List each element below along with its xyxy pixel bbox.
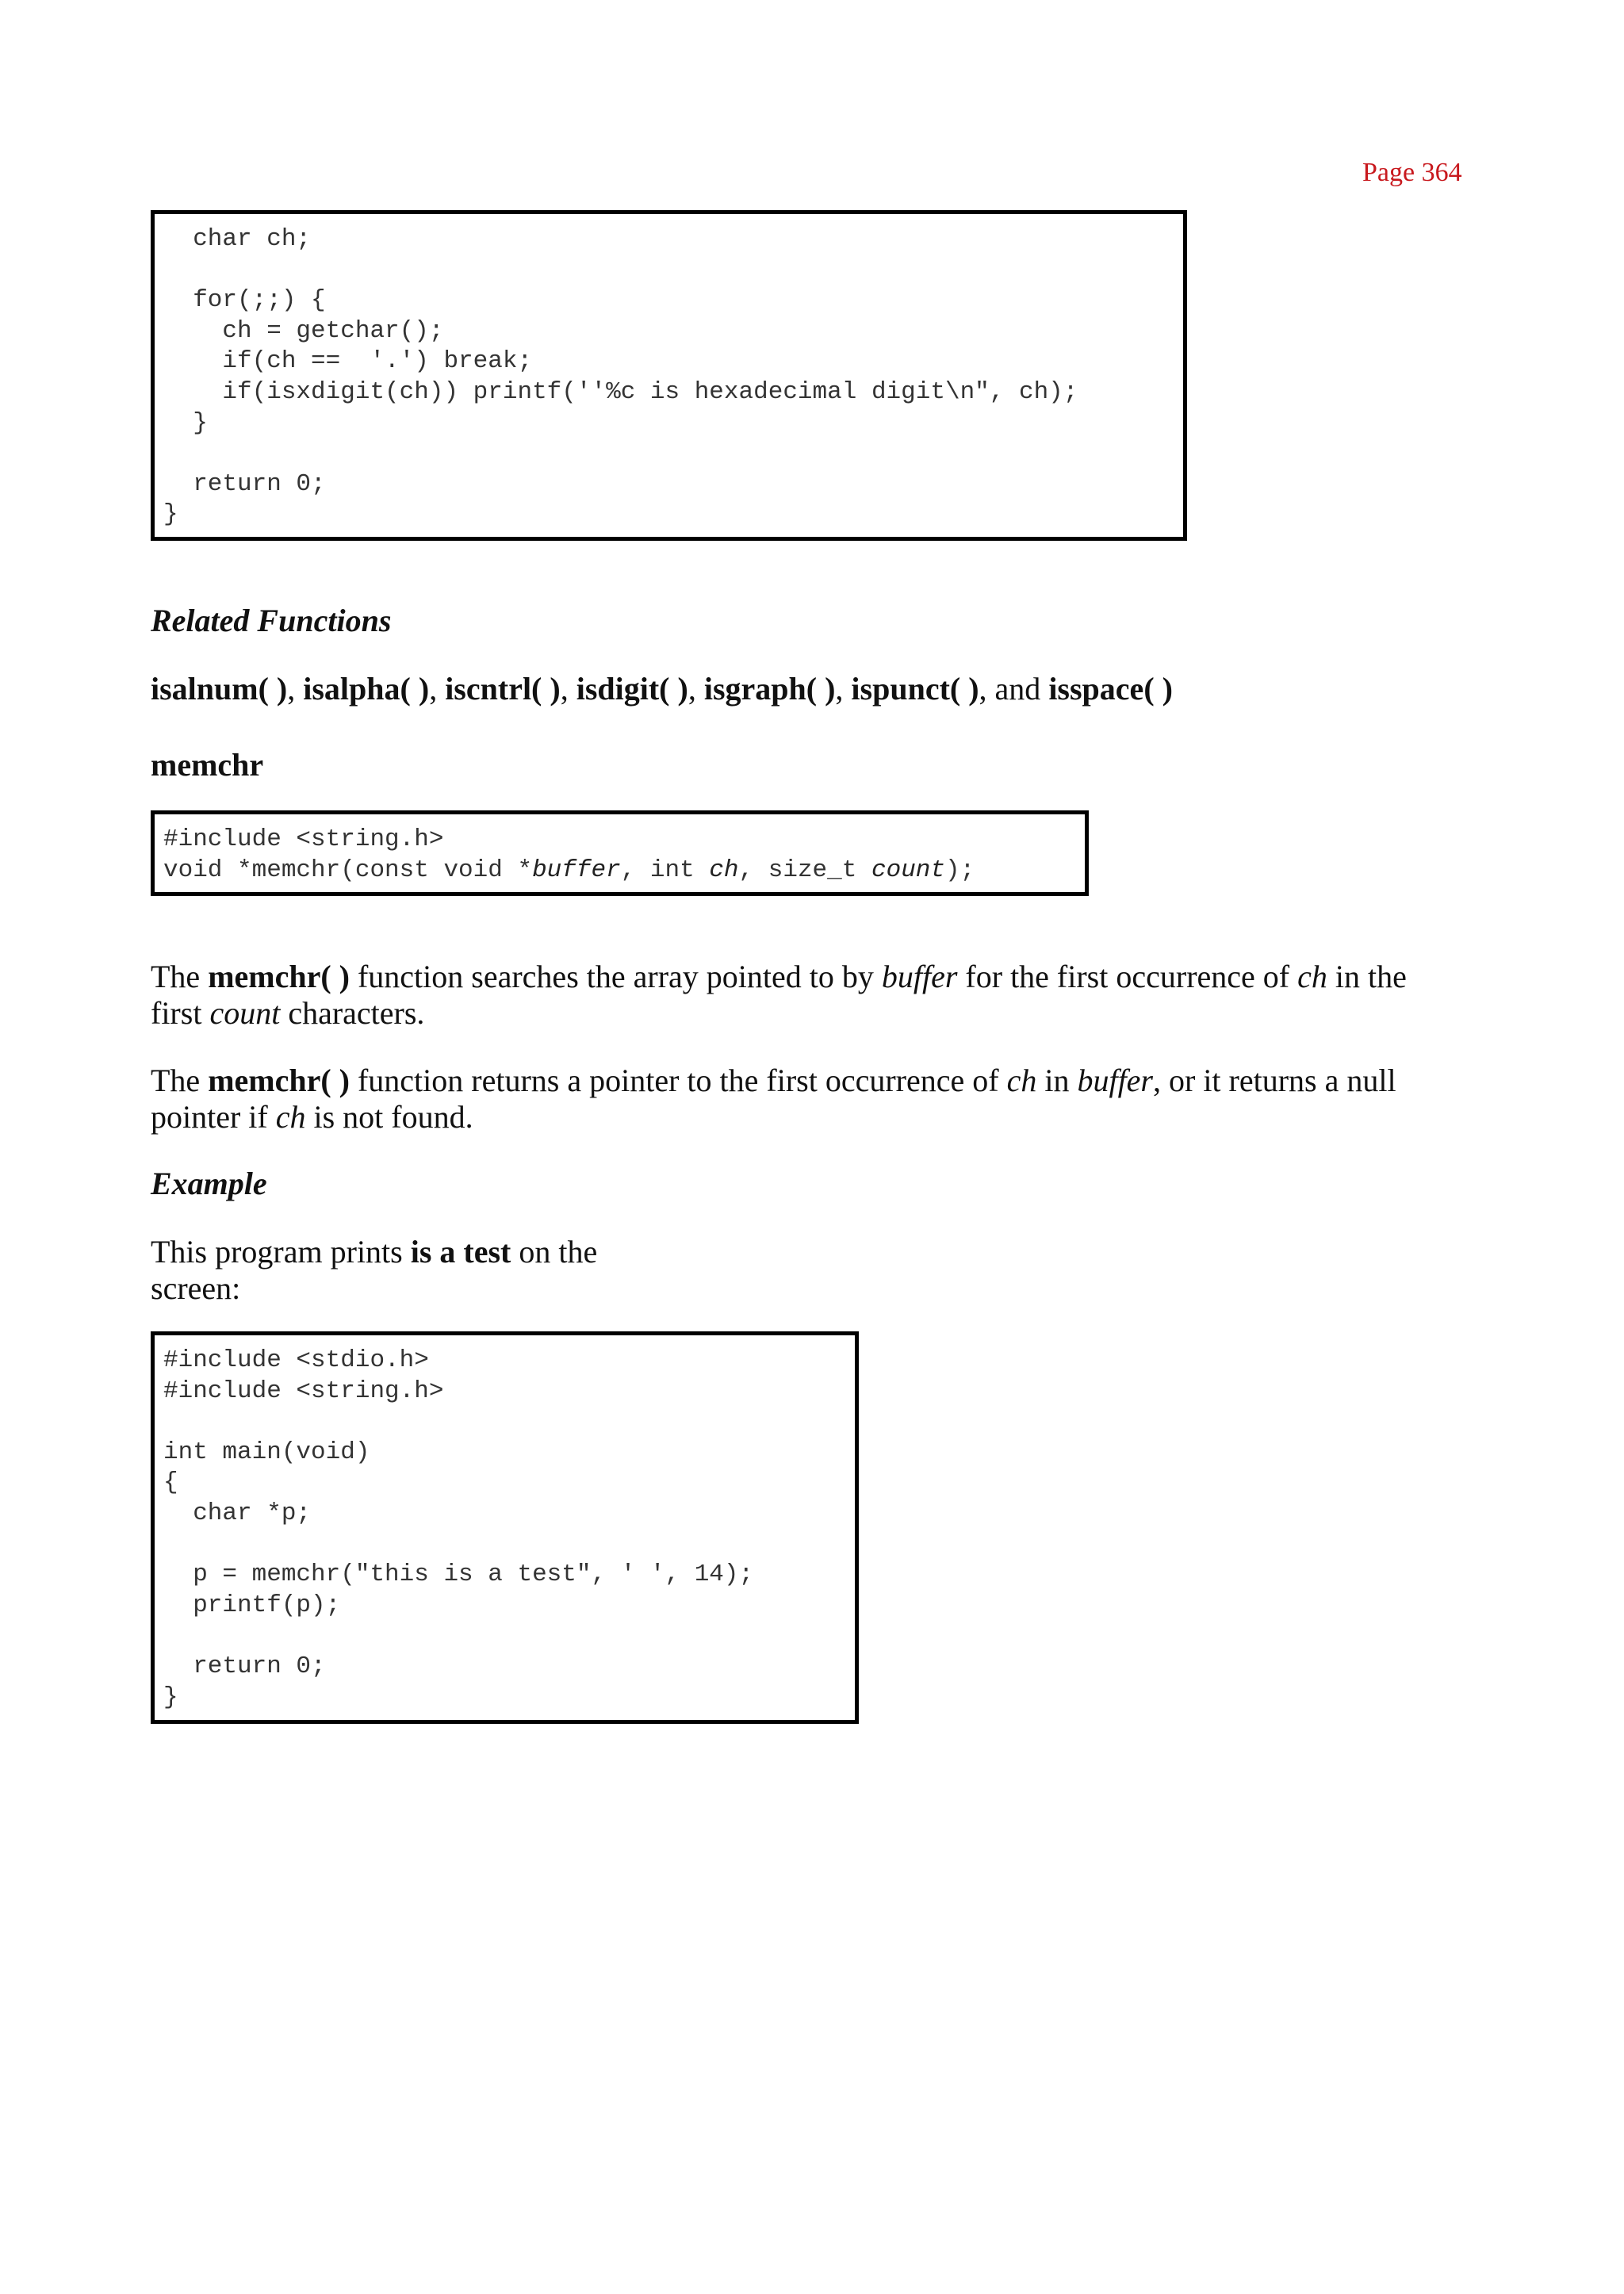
param-ref: buffer xyxy=(1077,1063,1153,1098)
related-function-name: iscntrl( ) xyxy=(445,671,561,707)
code-line: printf(p); xyxy=(163,1591,341,1619)
example-description xyxy=(151,1234,597,1307)
code-line: } xyxy=(163,1683,178,1711)
related-function-name: isalnum( ) xyxy=(151,671,288,707)
code-line: #include <string.h> xyxy=(163,1377,444,1405)
code-line: char ch; xyxy=(163,225,312,253)
related-function-name: isdigit( ) xyxy=(576,671,688,707)
param-ref: ch xyxy=(1006,1063,1037,1098)
code-block-continuation xyxy=(151,210,1187,541)
paragraph-line: first count characters. xyxy=(151,995,425,1031)
description-paragraph-1 xyxy=(151,959,1562,1032)
example-heading: Example xyxy=(151,1166,267,1201)
function-name: memchr( ) xyxy=(208,959,350,994)
code-line: #include <stdio.h> xyxy=(163,1346,429,1374)
example-code-block xyxy=(151,1331,859,1724)
prototype-prefix: void *memchr(const void * xyxy=(163,856,533,884)
output-text: is a test xyxy=(410,1234,511,1270)
param-ref: buffer xyxy=(881,959,958,994)
param-ref: ch xyxy=(1297,959,1327,994)
code-line: return 0; xyxy=(163,1652,326,1680)
code-line: p = memchr("this is a test", ' ', 14); xyxy=(163,1561,754,1589)
code-line: return 0; xyxy=(163,469,326,498)
param-ref: count xyxy=(209,995,281,1031)
param-buffer: buffer xyxy=(532,856,621,884)
param-count: count xyxy=(871,856,945,884)
paragraph-line: screen: xyxy=(151,1270,241,1306)
code-line: int main(void) xyxy=(163,1438,370,1466)
code-line: { xyxy=(163,1469,178,1497)
code-listing xyxy=(163,224,1078,530)
paragraph-line: The memchr( ) function returns a pointer to the first occurrence of ch in buffer, or it returns a null xyxy=(151,1063,1396,1098)
code-line: ch = getchar(); xyxy=(163,316,444,345)
related-function-name: ispunct( ) xyxy=(851,671,979,707)
paragraph-line: The memchr( ) function searches the array pointed to by buffer for the first occurrence of ch in the xyxy=(151,959,1407,994)
code-line: char *p; xyxy=(163,1499,312,1527)
related-functions-heading: Related Functions xyxy=(151,603,392,638)
prototype-include: #include <string.h> xyxy=(163,825,444,853)
code-line: if(ch == '.') break; xyxy=(163,347,533,376)
paragraph-line: pointer if ch is not found. xyxy=(151,1099,473,1135)
function-name: memchr( ) xyxy=(208,1063,350,1098)
prototype-sep: , int xyxy=(620,856,710,884)
param-ref: ch xyxy=(275,1099,306,1135)
page-number: Page 364 xyxy=(1362,158,1462,187)
code-line: if(isxdigit(ch)) printf(''%c is hexadecimal digit\n", ch); xyxy=(163,377,1078,406)
code-line: for(;;) { xyxy=(163,286,326,315)
param-ch: ch xyxy=(709,856,739,884)
related-function-name: isspace( ) xyxy=(1048,671,1173,707)
prototype-sep: , size_t xyxy=(738,856,871,884)
code-listing xyxy=(163,1346,753,1713)
related-function-name: isalpha( ) xyxy=(303,671,430,707)
prototype-suffix: ); xyxy=(945,856,975,884)
prototype-code xyxy=(163,825,975,886)
prototype-box xyxy=(151,810,1089,896)
related-functions-list: isalnum( ), isalpha( ), iscntrl( ), isdigit( ), isgraph( ), ispunct( ), and isspace( ) xyxy=(151,671,1173,707)
description-paragraph-2 xyxy=(151,1063,1562,1136)
related-function-name: isgraph( ) xyxy=(703,671,836,707)
function-title: memchr xyxy=(151,747,264,783)
paragraph-line: This program prints is a test on the xyxy=(151,1234,598,1270)
code-line: } xyxy=(163,500,178,529)
code-line: } xyxy=(163,408,208,437)
